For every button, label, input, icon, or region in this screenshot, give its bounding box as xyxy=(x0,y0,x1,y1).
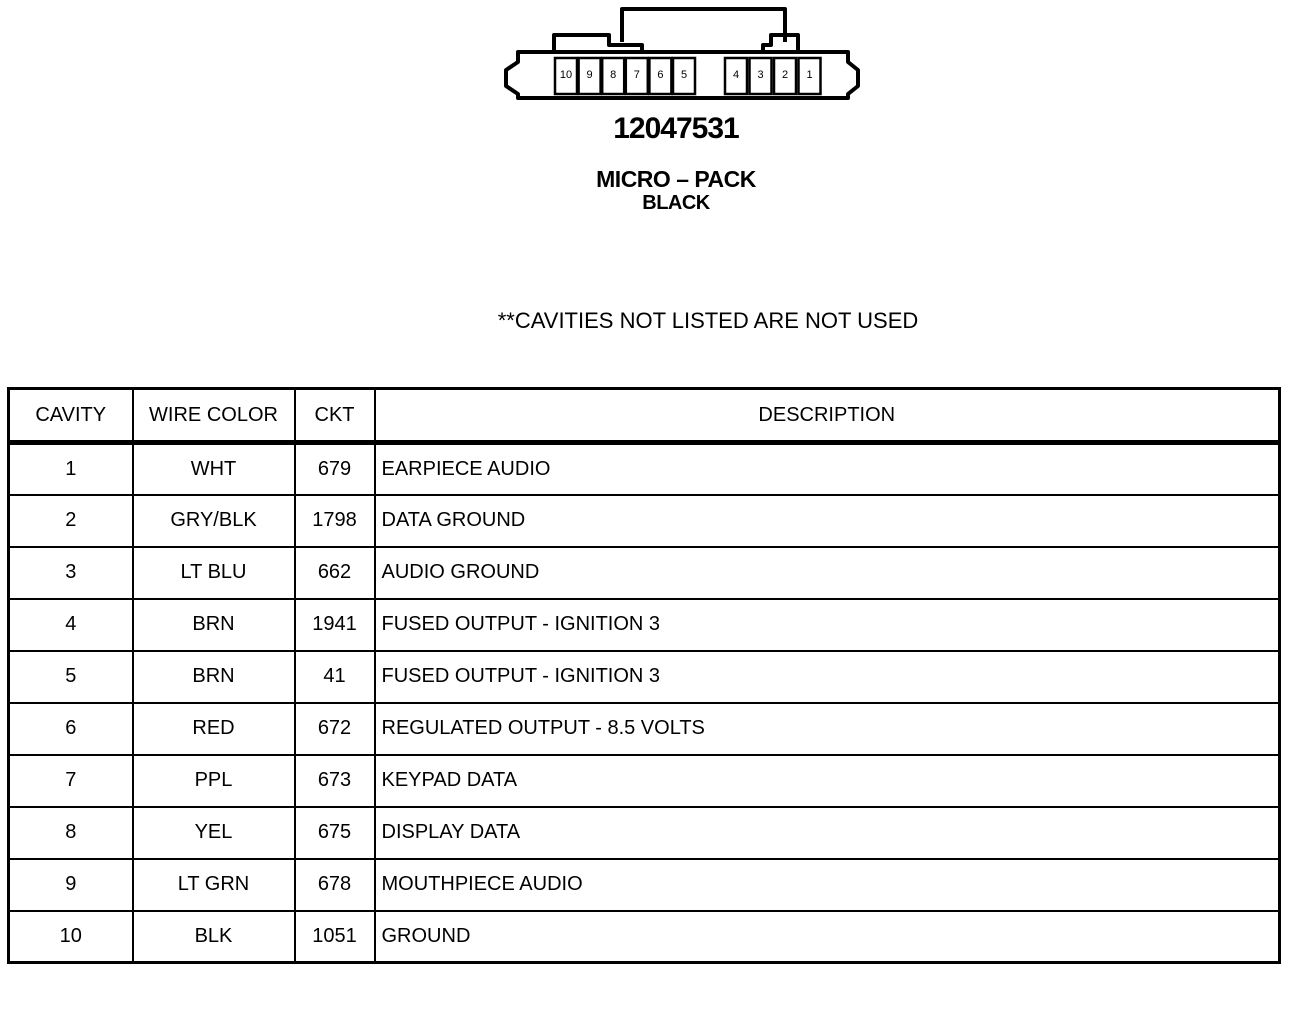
ckt-cell: 678 xyxy=(295,859,375,911)
pin-number-label: 3 xyxy=(757,69,764,81)
connector-diagram xyxy=(484,6,884,102)
pin-cavity-2 xyxy=(774,58,796,94)
description-cell: MOUTHPIECE AUDIO xyxy=(375,859,1280,911)
wire-color-cell: YEL xyxy=(133,807,295,859)
ckt-cell: 662 xyxy=(295,547,375,599)
pin-cavity-6 xyxy=(649,58,671,94)
description-cell: FUSED OUTPUT - IGNITION 3 xyxy=(375,599,1280,651)
connector-color: BLACK xyxy=(642,192,710,214)
connector-latch xyxy=(622,9,785,42)
table-row xyxy=(9,443,1280,495)
pin-number-label: 6 xyxy=(657,69,664,81)
wire-color-cell: GRY/BLK xyxy=(133,495,295,547)
table-row xyxy=(9,599,1280,651)
cavity-cell: 10 xyxy=(9,911,133,963)
table-header-row xyxy=(9,389,1280,443)
header-wire-color: WIRE COLOR xyxy=(133,389,295,443)
wire-color-cell: LT BLU xyxy=(133,547,295,599)
pin-number-label: 10 xyxy=(559,69,573,81)
cavity-cell: 6 xyxy=(9,703,133,755)
cavity-cell: 8 xyxy=(9,807,133,859)
pin-cavity-5 xyxy=(673,58,695,94)
pin-number-label: 1 xyxy=(806,69,813,81)
ckt-cell: 672 xyxy=(295,703,375,755)
table-row xyxy=(9,703,1280,755)
wire-color-cell: BLK xyxy=(133,911,295,963)
ckt-cell: 675 xyxy=(295,807,375,859)
connector-left-key xyxy=(554,35,642,52)
cavity-cell: 7 xyxy=(9,755,133,807)
table-row xyxy=(9,495,1280,547)
description-cell: GROUND xyxy=(375,911,1280,963)
wire-color-cell: PPL xyxy=(133,755,295,807)
pin-number-label: 9 xyxy=(586,69,593,81)
pin-cavity-4 xyxy=(725,58,747,94)
ckt-cell: 679 xyxy=(295,443,375,495)
pin-number-label: 5 xyxy=(680,69,688,81)
ckt-cell: 673 xyxy=(295,755,375,807)
header-ckt: CKT xyxy=(295,389,375,443)
table-row xyxy=(9,859,1280,911)
wire-color-cell: BRN xyxy=(133,599,295,651)
ckt-cell: 41 xyxy=(295,651,375,703)
table-row xyxy=(9,547,1280,599)
table-row xyxy=(9,807,1280,859)
cavity-cell: 9 xyxy=(9,859,133,911)
pins-right xyxy=(725,58,821,94)
pin-cavity-1 xyxy=(799,58,821,94)
pin-number-label: 2 xyxy=(781,69,789,81)
cavity-cell: 3 xyxy=(9,547,133,599)
wire-color-cell: BRN xyxy=(133,651,295,703)
pin-cavity-7 xyxy=(626,58,648,94)
header-description: DESCRIPTION xyxy=(375,389,1280,443)
ckt-cell: 1941 xyxy=(295,599,375,651)
table-row xyxy=(9,755,1280,807)
description-cell: DISPLAY DATA xyxy=(375,807,1280,859)
description-cell: EARPIECE AUDIO xyxy=(375,443,1280,495)
part-number: 12047531 xyxy=(613,112,739,145)
wire-color-cell: RED xyxy=(133,703,295,755)
connector-type: MICRO – PACK xyxy=(596,166,756,192)
ckt-cell: 1051 xyxy=(295,911,375,963)
pin-number-label: 8 xyxy=(610,69,617,81)
table-row xyxy=(9,651,1280,703)
pin-number-label: 7 xyxy=(633,69,640,81)
connector-right-key xyxy=(763,35,798,52)
wire-color-cell: LT GRN xyxy=(133,859,295,911)
pin-cavity-9 xyxy=(579,58,601,94)
ckt-cell: 1798 xyxy=(295,495,375,547)
cavity-cell: 5 xyxy=(9,651,133,703)
unused-cavities-note: **CAVITIES NOT LISTED ARE NOT USED xyxy=(497,308,919,333)
description-cell: AUDIO GROUND xyxy=(375,547,1280,599)
cavity-cell: 1 xyxy=(9,443,133,495)
description-cell: FUSED OUTPUT - IGNITION 3 xyxy=(375,651,1280,703)
pin-cavity-8 xyxy=(602,58,624,94)
header-cavity: CAVITY xyxy=(9,389,133,443)
pins-left xyxy=(555,58,695,94)
table-row xyxy=(9,911,1280,963)
wire-color-cell: WHT xyxy=(133,443,295,495)
description-cell: KEYPAD DATA xyxy=(375,755,1280,807)
pin-cavity-3 xyxy=(750,58,772,94)
pin-cavity-10 xyxy=(555,58,577,94)
cavity-cell: 4 xyxy=(9,599,133,651)
pinout-table xyxy=(7,387,1281,964)
cavity-cell: 2 xyxy=(9,495,133,547)
description-cell: REGULATED OUTPUT - 8.5 VOLTS xyxy=(375,703,1280,755)
description-cell: DATA GROUND xyxy=(375,495,1280,547)
pin-number-label: 4 xyxy=(732,69,740,81)
